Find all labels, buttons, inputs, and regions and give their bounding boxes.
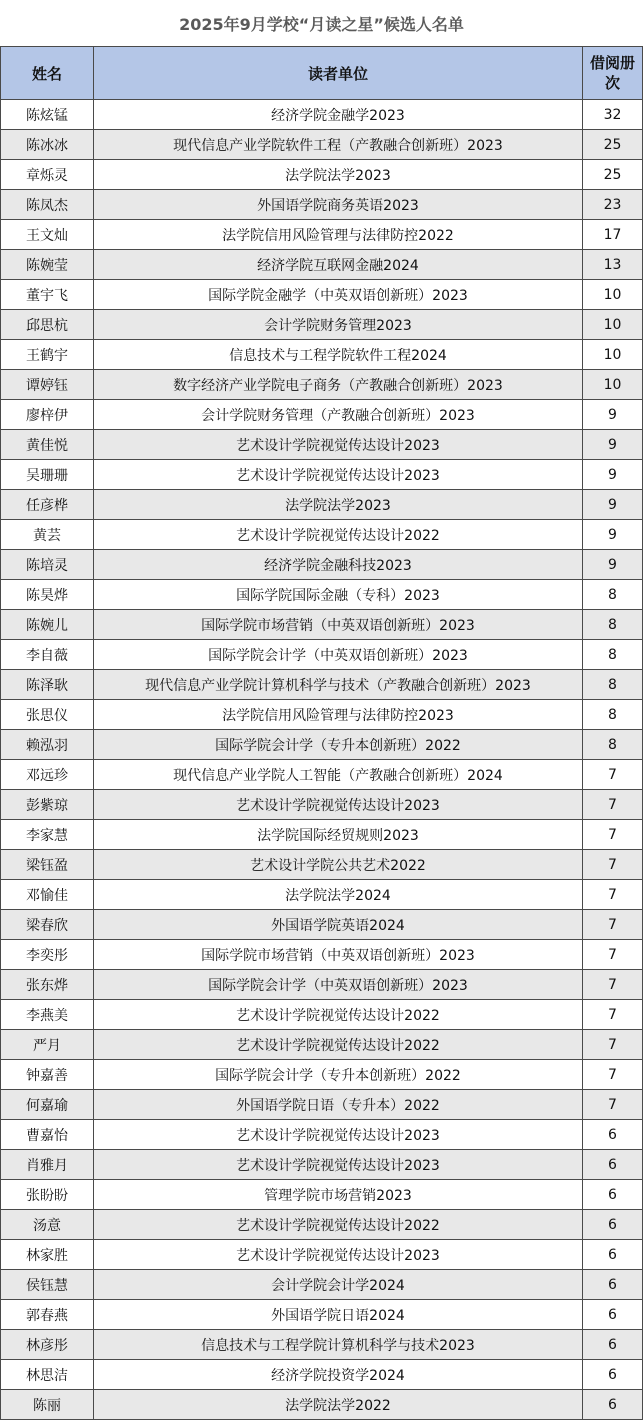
table-row <box>1 400 643 430</box>
cell-unit: 艺术设计学院公共艺术2022 <box>94 850 583 880</box>
cell-count: 9 <box>583 550 643 580</box>
cell-name: 林思洁 <box>1 1360 94 1390</box>
cell-name: 陈昊烨 <box>1 580 94 610</box>
cell-name: 侯钰慧 <box>1 1270 94 1300</box>
table-row <box>1 700 643 730</box>
cell-count: 6 <box>583 1210 643 1240</box>
cell-count: 25 <box>583 130 643 160</box>
cell-count: 8 <box>583 670 643 700</box>
cell-name: 谭婷钰 <box>1 370 94 400</box>
cell-name: 彭紫琼 <box>1 790 94 820</box>
cell-name: 王鹤宇 <box>1 340 94 370</box>
table-row <box>1 490 643 520</box>
cell-name: 林彦彤 <box>1 1330 94 1360</box>
cell-count: 8 <box>583 640 643 670</box>
table-row <box>1 1210 643 1240</box>
cell-unit: 艺术设计学院视觉传达设计2023 <box>94 460 583 490</box>
table-row <box>1 340 643 370</box>
cell-unit: 经济学院互联网金融2024 <box>94 250 583 280</box>
cell-unit: 国际学院会计学（专升本创新班）2022 <box>94 1060 583 1090</box>
cell-name: 张思仪 <box>1 700 94 730</box>
candidate-table <box>0 46 643 1420</box>
cell-count: 6 <box>583 1120 643 1150</box>
table-row <box>1 460 643 490</box>
cell-count: 7 <box>583 850 643 880</box>
table-row <box>1 580 643 610</box>
cell-count: 7 <box>583 1030 643 1060</box>
table-row <box>1 1180 643 1210</box>
cell-count: 9 <box>583 430 643 460</box>
cell-count: 9 <box>583 460 643 490</box>
table-row <box>1 430 643 460</box>
cell-name: 邱思杭 <box>1 310 94 340</box>
table-row <box>1 370 643 400</box>
table-row <box>1 760 643 790</box>
cell-name: 陈婉莹 <box>1 250 94 280</box>
table-row <box>1 880 643 910</box>
cell-count: 6 <box>583 1360 643 1390</box>
cell-count: 9 <box>583 520 643 550</box>
table-row <box>1 520 643 550</box>
table-row <box>1 670 643 700</box>
cell-name: 章烁灵 <box>1 160 94 190</box>
table-row <box>1 910 643 940</box>
table-row <box>1 610 643 640</box>
table-row <box>1 220 643 250</box>
cell-name: 林家胜 <box>1 1240 94 1270</box>
table-row <box>1 1270 643 1300</box>
table-row <box>1 160 643 190</box>
cell-unit: 艺术设计学院视觉传达设计2023 <box>94 790 583 820</box>
cell-name: 张东烨 <box>1 970 94 1000</box>
cell-count: 8 <box>583 580 643 610</box>
cell-name: 肖雅月 <box>1 1150 94 1180</box>
table-body <box>1 100 643 1420</box>
cell-unit: 管理学院市场营销2023 <box>94 1180 583 1210</box>
cell-unit: 外国语学院商务英语2023 <box>94 190 583 220</box>
cell-name: 张盼盼 <box>1 1180 94 1210</box>
cell-count: 7 <box>583 970 643 1000</box>
table-row <box>1 1330 643 1360</box>
cell-name: 吴珊珊 <box>1 460 94 490</box>
cell-name: 汤意 <box>1 1210 94 1240</box>
table-row <box>1 1090 643 1120</box>
cell-unit: 现代信息产业学院计算机科学与技术（产教融合创新班）2023 <box>94 670 583 700</box>
cell-unit: 艺术设计学院视觉传达设计2023 <box>94 1150 583 1180</box>
cell-unit: 国际学院国际金融（专科）2023 <box>94 580 583 610</box>
table-header-row <box>1 47 643 100</box>
cell-count: 7 <box>583 910 643 940</box>
table-row <box>1 1360 643 1390</box>
cell-unit: 艺术设计学院视觉传达设计2022 <box>94 520 583 550</box>
cell-name: 廖梓伊 <box>1 400 94 430</box>
cell-name: 曹嘉怡 <box>1 1120 94 1150</box>
cell-unit: 法学院法学2023 <box>94 490 583 520</box>
cell-name: 陈凤杰 <box>1 190 94 220</box>
cell-count: 7 <box>583 820 643 850</box>
page-title: 2025年9月学校“月读之星”候选人名单 <box>179 14 464 34</box>
cell-name: 黄芸 <box>1 520 94 550</box>
cell-name: 陈丽 <box>1 1390 94 1420</box>
cell-count: 7 <box>583 760 643 790</box>
cell-name: 梁春欣 <box>1 910 94 940</box>
cell-unit: 艺术设计学院视觉传达设计2022 <box>94 1030 583 1060</box>
cell-count: 25 <box>583 160 643 190</box>
cell-name: 钟嘉善 <box>1 1060 94 1090</box>
cell-unit: 经济学院投资学2024 <box>94 1360 583 1390</box>
cell-name: 陈冰冰 <box>1 130 94 160</box>
table-row <box>1 1120 643 1150</box>
cell-unit: 法学院法学2022 <box>94 1390 583 1420</box>
cell-name: 任彦桦 <box>1 490 94 520</box>
table-row <box>1 190 643 220</box>
table-row <box>1 1150 643 1180</box>
cell-count: 6 <box>583 1270 643 1300</box>
cell-unit: 国际学院会计学（中英双语创新班）2023 <box>94 640 583 670</box>
cell-count: 10 <box>583 370 643 400</box>
cell-unit: 法学院信用风险管理与法律防控2022 <box>94 220 583 250</box>
table-row <box>1 280 643 310</box>
table-row <box>1 1390 643 1420</box>
cell-unit: 外国语学院英语2024 <box>94 910 583 940</box>
cell-unit: 外国语学院日语2024 <box>94 1300 583 1330</box>
cell-count: 10 <box>583 310 643 340</box>
cell-unit: 会计学院财务管理2023 <box>94 310 583 340</box>
cell-name: 邓远珍 <box>1 760 94 790</box>
cell-unit: 国际学院会计学（专升本创新班）2022 <box>94 730 583 760</box>
cell-count: 7 <box>583 1000 643 1030</box>
cell-name: 陈婉儿 <box>1 610 94 640</box>
cell-unit: 外国语学院日语（专升本）2022 <box>94 1090 583 1120</box>
cell-unit: 会计学院财务管理（产教融合创新班）2023 <box>94 400 583 430</box>
cell-name: 梁钰盈 <box>1 850 94 880</box>
cell-count: 6 <box>583 1390 643 1420</box>
cell-unit: 法学院信用风险管理与法律防控2023 <box>94 700 583 730</box>
cell-unit: 国际学院会计学（中英双语创新班）2023 <box>94 970 583 1000</box>
cell-name: 董宇飞 <box>1 280 94 310</box>
cell-name: 陈炫锰 <box>1 100 94 130</box>
cell-unit: 现代信息产业学院软件工程（产教融合创新班）2023 <box>94 130 583 160</box>
header-count: 借阅册次 <box>583 47 643 100</box>
cell-name: 何嘉瑜 <box>1 1090 94 1120</box>
cell-unit: 法学院法学2024 <box>94 880 583 910</box>
cell-count: 6 <box>583 1300 643 1330</box>
cell-name: 邓愉佳 <box>1 880 94 910</box>
cell-count: 8 <box>583 700 643 730</box>
table-row <box>1 640 643 670</box>
cell-unit: 国际学院市场营销（中英双语创新班）2023 <box>94 610 583 640</box>
cell-name: 严月 <box>1 1030 94 1060</box>
cell-count: 7 <box>583 790 643 820</box>
cell-unit: 艺术设计学院视觉传达设计2022 <box>94 1000 583 1030</box>
cell-unit: 经济学院金融学2023 <box>94 100 583 130</box>
header-unit: 读者单位 <box>94 47 583 100</box>
table-row <box>1 130 643 160</box>
cell-count: 7 <box>583 880 643 910</box>
table-row <box>1 310 643 340</box>
cell-name: 陈泽耿 <box>1 670 94 700</box>
cell-unit: 信息技术与工程学院计算机科学与技术2023 <box>94 1330 583 1360</box>
cell-name: 李自薇 <box>1 640 94 670</box>
cell-count: 7 <box>583 940 643 970</box>
cell-count: 8 <box>583 610 643 640</box>
cell-unit: 法学院法学2023 <box>94 160 583 190</box>
table-row <box>1 820 643 850</box>
cell-unit: 现代信息产业学院人工智能（产教融合创新班）2024 <box>94 760 583 790</box>
cell-count: 9 <box>583 400 643 430</box>
cell-name: 陈培灵 <box>1 550 94 580</box>
cell-count: 6 <box>583 1330 643 1360</box>
cell-count: 9 <box>583 490 643 520</box>
cell-count: 7 <box>583 1090 643 1120</box>
table-row <box>1 1030 643 1060</box>
cell-name: 李燕美 <box>1 1000 94 1030</box>
cell-count: 13 <box>583 250 643 280</box>
cell-name: 郭春燕 <box>1 1300 94 1330</box>
cell-count: 8 <box>583 730 643 760</box>
cell-name: 王文灿 <box>1 220 94 250</box>
table-row <box>1 730 643 760</box>
cell-count: 10 <box>583 340 643 370</box>
table-row <box>1 250 643 280</box>
cell-unit: 法学院国际经贸规则2023 <box>94 820 583 850</box>
cell-name: 赖泓羽 <box>1 730 94 760</box>
cell-unit: 艺术设计学院视觉传达设计2022 <box>94 1210 583 1240</box>
cell-name: 李家慧 <box>1 820 94 850</box>
table-row <box>1 1300 643 1330</box>
cell-count: 17 <box>583 220 643 250</box>
table-row <box>1 550 643 580</box>
cell-count: 32 <box>583 100 643 130</box>
cell-count: 23 <box>583 190 643 220</box>
cell-unit: 艺术设计学院视觉传达设计2023 <box>94 430 583 460</box>
cell-unit: 会计学院会计学2024 <box>94 1270 583 1300</box>
table-row <box>1 850 643 880</box>
cell-count: 7 <box>583 1060 643 1090</box>
cell-name: 黄佳悦 <box>1 430 94 460</box>
cell-unit: 艺术设计学院视觉传达设计2023 <box>94 1120 583 1150</box>
header-name: 姓名 <box>1 47 94 100</box>
cell-unit: 经济学院金融科技2023 <box>94 550 583 580</box>
table-row <box>1 1240 643 1270</box>
table-row <box>1 100 643 130</box>
table-row <box>1 970 643 1000</box>
cell-unit: 信息技术与工程学院软件工程2024 <box>94 340 583 370</box>
table-row <box>1 940 643 970</box>
table-row <box>1 1060 643 1090</box>
cell-count: 6 <box>583 1180 643 1210</box>
table-row <box>1 1000 643 1030</box>
cell-name: 李奕彤 <box>1 940 94 970</box>
cell-count: 10 <box>583 280 643 310</box>
cell-unit: 数字经济产业学院电子商务（产教融合创新班）2023 <box>94 370 583 400</box>
table-row <box>1 790 643 820</box>
cell-unit: 艺术设计学院视觉传达设计2023 <box>94 1240 583 1270</box>
cell-count: 6 <box>583 1240 643 1270</box>
cell-count: 6 <box>583 1150 643 1180</box>
cell-unit: 国际学院金融学（中英双语创新班）2023 <box>94 280 583 310</box>
cell-unit: 国际学院市场营销（中英双语创新班）2023 <box>94 940 583 970</box>
